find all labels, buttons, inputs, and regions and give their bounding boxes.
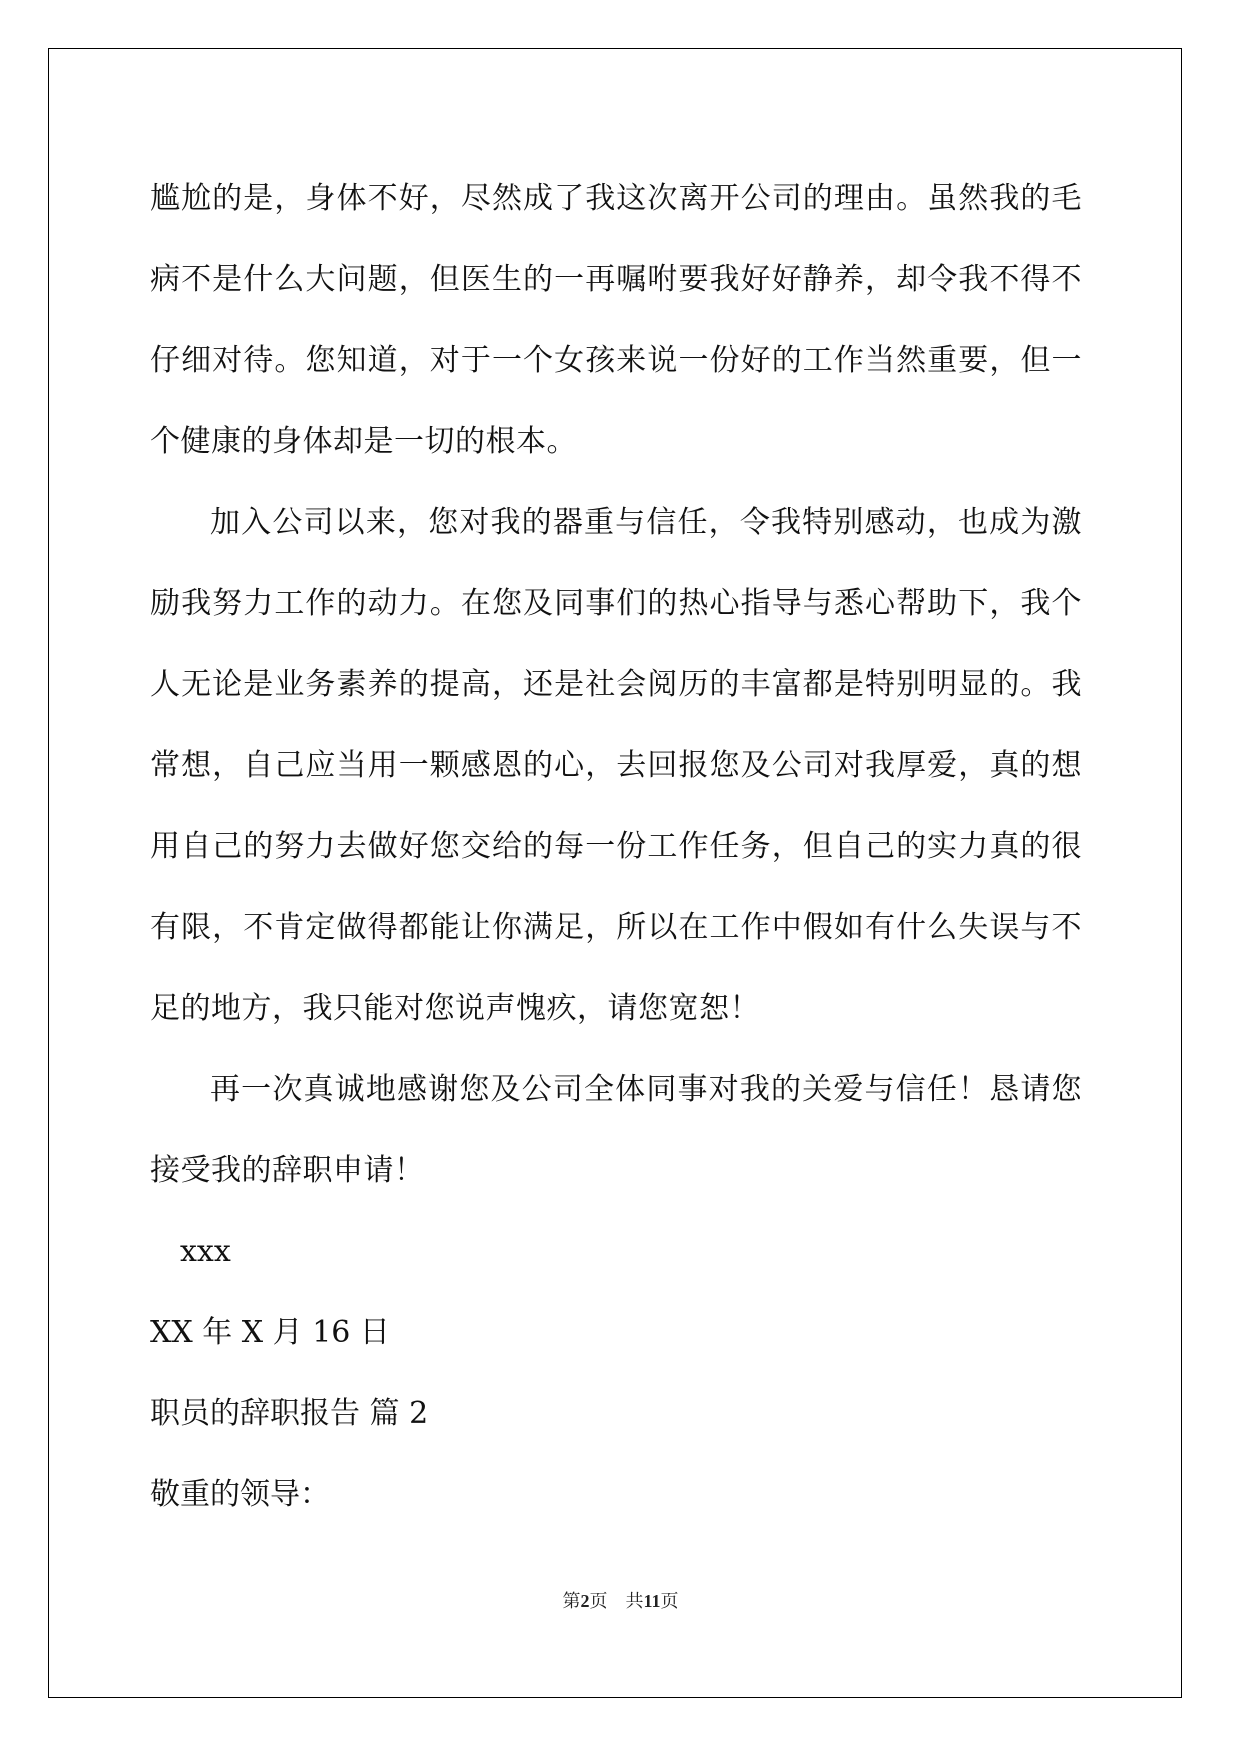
footer-total-prefix: 共	[625, 1591, 644, 1612]
paragraph-gratitude: 加入公司以来，您对我的器重与信任，令我特别感动，也成为激励我努力工作的动力。在您及同事们的热心指导与悉心帮助下，我个人无论是业务素养的提高，还是社会阅历的丰富都是特别明显的。我常想，自己应当用一颗感恩的心，去回报您及公司对我厚爱，真的想用自己的努力去做好您交给的每一份工作任务，但自己的实力真的很有限，不肯定做得都能让你满足，所以在工作中假如有什么失误与不足的地方，我只能对您说声愧疚，请您宽恕！	[150, 505, 1082, 1026]
document-body	[150, 158, 1082, 1535]
salutation: 敬重的领导：	[150, 1477, 330, 1512]
paragraph-closing: 再一次真诚地感谢您及公司全体同事对我的关爱与信任！恳请您接受我的辞职申请！	[150, 1072, 1082, 1188]
footer-total-pages: 11	[643, 1591, 661, 1611]
footer-page-prefix: 第	[562, 1591, 581, 1612]
footer-page-number: 2	[580, 1591, 590, 1611]
footer-total-suffix: 页	[660, 1591, 679, 1612]
signature: xxx	[180, 1234, 231, 1269]
date: XX 年 X 月 16 日	[150, 1315, 390, 1350]
next-report-title: 职员的辞职报告 篇 2	[150, 1396, 429, 1431]
paragraph-health-reason: 尴尬的是，身体不好，尽然成了我这次离开公司的理由。虽然我的毛病不是什么大问题，但医生的一再嘱咐要我好好静养，却令我不得不仔细对待。您知道，对于一个女孩来说一份好的工作当然重要，但一个健康的身体却是一切的根本。	[150, 181, 1082, 459]
page-footer	[0, 1589, 1241, 1614]
footer-page-suffix: 页	[589, 1591, 608, 1612]
